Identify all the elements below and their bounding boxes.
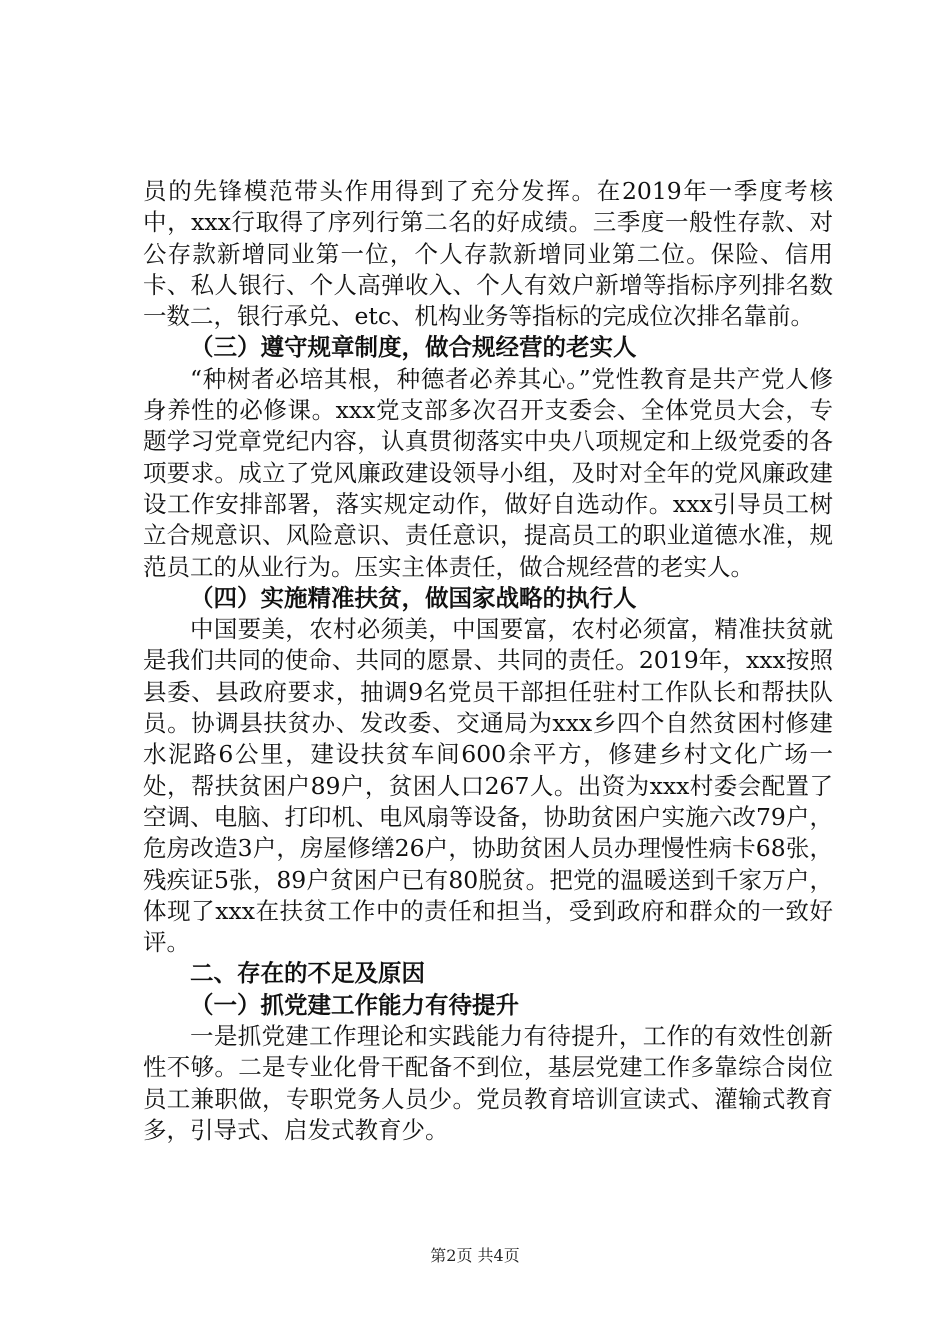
document-body bbox=[143, 176, 833, 1146]
heading-section-4: （四）实施精准扶贫，做国家战略的执行人 bbox=[190, 583, 637, 612]
paragraph-section-3: “种树者必培其根，种德者必养其心。”党性教育是共产党人修身养性的必修课。xxx党支部多次召开支委会、全体党员大会，专题学习党章党纪内容，认真贯彻落实中央八项规定和上级党委的各项要求。成立了党风廉政建设领导小组，及时对全年的党风廉政建设工作安排部署，落实规定动作，做好自选动作。xxx引导员工树立合规意识、风险意识、责任意识，提高员工的职业道德水准，规范员工的从业行为。压实主体责任，做合规经营的老实人。 bbox=[143, 364, 833, 581]
heading-section-3: （三）遵守规章制度，做合规经营的老实人 bbox=[190, 333, 637, 362]
paragraph-continued: 员的先锋模范带头作用得到了充分发挥。在2019年一季度考核中，xxx行取得了序列行第二名的好成绩。三季度一般性存款、对公存款新增同业第一位，个人存款新增同业第二位。保险、信用卡、私人银行、个人高弹收入、个人有效户新增等指标序列排名数一数二，银行承兑、etc、机构业务等指标的完成位次排名靠前。 bbox=[143, 177, 833, 331]
paragraph-part-2-item-1: 一是抓党建工作理论和实践能力有待提升，工作的有效性创新性不够。二是专业化骨干配备不到位，基层党建工作多靠综合岗位员工兼职做，专职党务人员少。党员教育培训宣读式、灌输式教育多，引导式、启发式教育少。 bbox=[143, 1022, 833, 1144]
paragraph-section-4: 中国要美，农村必须美，中国要富，农村必须富，精准扶贫就是我们共同的使命、共同的愿景、共同的责任。2019年，xxx按照县委、县政府要求，抽调9名党员干部担任驻村工作队长和帮扶队员。协调县扶贫办、发改委、交通局为xxx乡四个自然贫困村修建水泥路6公里，建设扶贫车间600余平方，修建乡村文化广场一处，帮扶贫困户89户，贫困人口267人。出资为xxx村委会配置了空调、电脑、打印机、电风扇等设备，协助贫困户实施六改79户，危房改造3户，房屋修缮26户，协助贫困人员办理慢性病卡68张，残疾证5张，89户贫困户已有80脱贫。把党的温暖送到千家万户，体现了xxx在扶贫工作中的责任和担当，受到政府和群众的一致好评。 bbox=[143, 615, 833, 957]
heading-part-2-item-1: （一）抓党建工作能力有待提升 bbox=[190, 990, 519, 1019]
page-number-footer: 第2页 共4页 bbox=[430, 1246, 520, 1265]
heading-part-2: 二、存在的不足及原因 bbox=[190, 959, 425, 988]
